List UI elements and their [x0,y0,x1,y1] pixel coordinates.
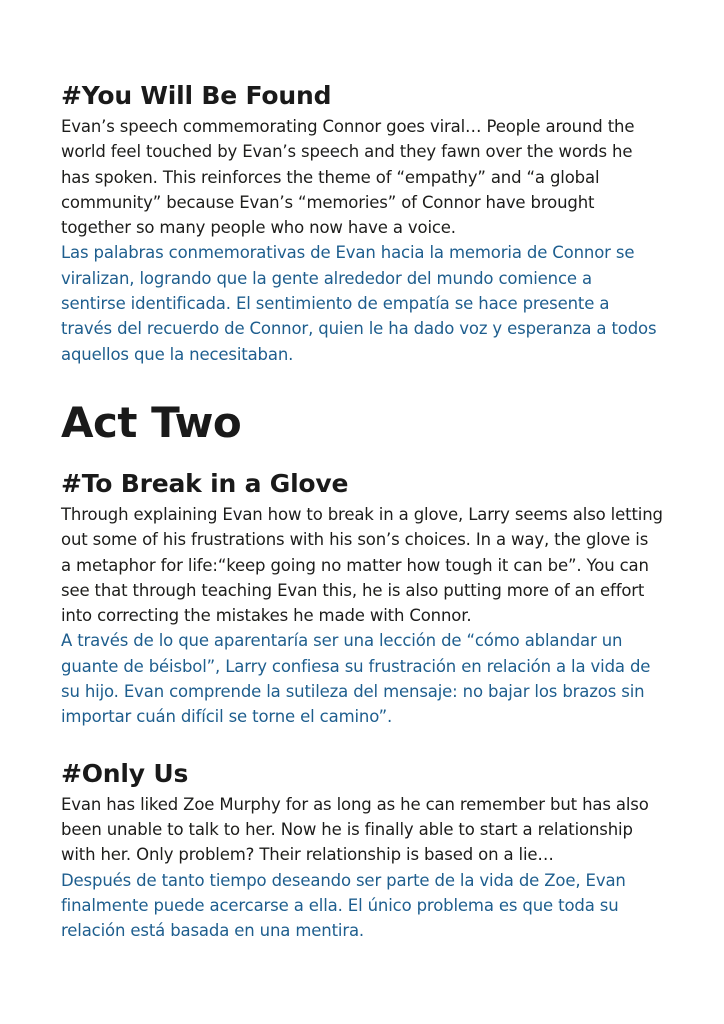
text-line: finalmente puede acercarse a ella. El único problema es que toda su [61,895,619,915]
text-line: community” because Evan’s “memories” of Connor have brought [61,192,595,212]
english-paragraph [61,792,681,868]
text-line: see that through teaching Evan this, he is also putting more of an effort [61,580,645,600]
text-line: into correcting the mistakes he made with Connor. [61,606,472,626]
text-line: together so many people who now have a voice. [61,218,456,238]
document-page [61,80,681,943]
text-line: world feel touched by Evan’s speech and they fawn over the words he [61,142,633,162]
spanish-paragraph [61,628,681,729]
text-line: Las palabras conmemorativas de Evan hacia la memoria de Connor se [61,243,635,263]
text-line: Evan’s speech commemorating Connor goes viral… People around the [61,117,635,136]
section-only-us [61,758,681,944]
section-act-two [61,397,681,449]
section-heading: #Only Us [61,758,189,788]
text-line: relación está basada en una mentira. [61,921,365,941]
text-line: Después de tanto tiempo deseando ser parte de la vida de Zoe, Evan [61,870,626,890]
text-line: Through explaining Evan how to break in a glove, Larry seems also letting [61,504,663,524]
text-line: través del recuerdo de Connor, quien le ha dado voz y esperanza a todos [61,319,657,339]
text-line: with her. Only problem? Their relationship is based on a lie… [61,845,554,865]
text-line: been unable to talk to her. Now he is finally able to start a relationship [61,819,633,839]
section-to-break-in-a-glove [61,468,681,730]
text-line: has spoken. This reinforces the theme of “empathy” and “a global [61,167,600,187]
text-line: Evan has liked Zoe Murphy for as long as he can remember but has also [61,794,649,814]
english-paragraph [61,502,681,628]
section-you-will-be-found [61,80,681,367]
text-line: importar cuán difícil se torne el camino”. [61,707,393,727]
text-line: a metaphor for life:“keep going no matter how tough it can be”. You can [61,555,649,575]
text-line: viralizan, logrando que la gente alrededor del mundo comience a [61,268,592,288]
text-line: guante de béisbol”, Larry confiesa su frustración en relación a la vida de [61,656,651,676]
text-line: sentirse identificada. El sentimiento de empatía se hace presente a [61,294,610,314]
text-line: A través de lo que aparentaría ser una lección de “cómo ablandar un [61,631,623,651]
text-line: out some of his frustrations with his son’s choices. In a way, the glove is [61,530,649,550]
act-heading: Act Two [61,397,242,447]
english-paragraph [61,114,681,240]
spanish-paragraph [61,240,681,366]
section-heading: #To Break in a Glove [61,468,349,498]
text-line: su hijo. Evan comprende la sutileza del mensaje: no bajar los brazos sin [61,682,645,702]
text-line: aquellos que la necesitaban. [61,344,294,364]
spanish-paragraph [61,868,681,944]
section-heading: #You Will Be Found [61,81,332,110]
